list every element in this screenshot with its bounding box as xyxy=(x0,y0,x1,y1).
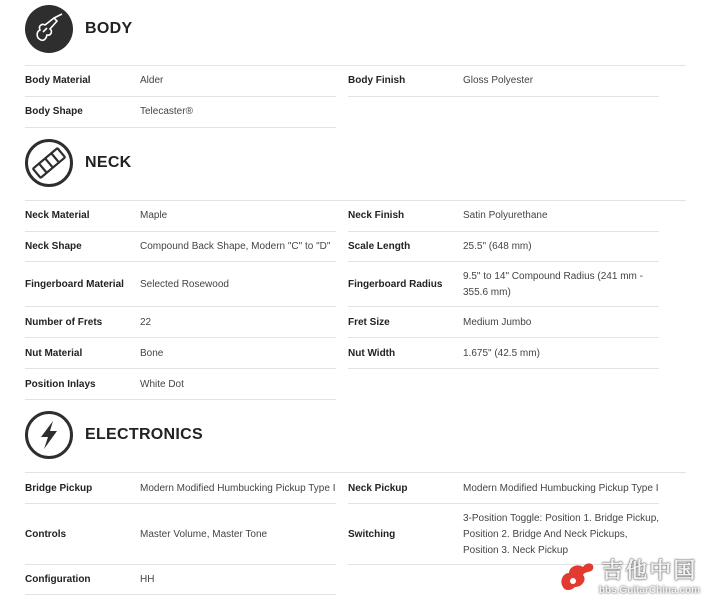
spec-label: Fingerboard Radius xyxy=(348,279,443,290)
electronics-section-title: ELECTRONICS xyxy=(85,426,203,443)
watermark-url: bbs.GuitarChina.com xyxy=(598,585,700,596)
spec-value: Gloss Polyester xyxy=(463,75,534,86)
spec-label: Configuration xyxy=(25,574,91,585)
spec-value: Alder xyxy=(140,75,164,86)
electronics-section-header xyxy=(25,411,203,459)
spec-value: Master Volume, Master Tone xyxy=(140,529,268,540)
spec-label: Number of Frets xyxy=(25,317,103,328)
spec-label: Neck Pickup xyxy=(348,483,408,494)
spec-label: Controls xyxy=(25,529,67,540)
spec-value: Selected Rosewood xyxy=(140,279,229,290)
body-section-title: BODY xyxy=(85,20,133,37)
watermark xyxy=(557,554,700,596)
spec-value: Telecaster® xyxy=(140,106,193,117)
spec-value: White Dot xyxy=(140,379,184,390)
body-section-header xyxy=(25,5,132,53)
spec-label: Scale Length xyxy=(348,241,411,252)
guitar-body-icon xyxy=(25,5,73,53)
spec-value: Satin Polyurethane xyxy=(463,210,548,221)
guitar-logo-icon xyxy=(557,557,597,593)
spec-label: Neck Finish xyxy=(348,210,405,221)
spec-label: Fret Size xyxy=(348,317,390,328)
spec-value: Maple xyxy=(140,210,168,221)
spec-label: Neck Shape xyxy=(25,241,82,252)
spec-label: Body Finish xyxy=(348,75,406,86)
neck-section-header xyxy=(25,139,132,187)
spec-value: 1.675" (42.5 mm) xyxy=(463,348,540,359)
spec-label: Bridge Pickup xyxy=(25,483,93,494)
spec-value: 9.5" to 14" Compound Radius (241 mm - 355.6 mm) xyxy=(463,271,643,298)
spec-label: Switching xyxy=(348,529,396,540)
spec-label: Position Inlays xyxy=(25,379,96,390)
spec-value: 3-Position Toggle: Position 1. Bridge Pickup, Position 2. Bridge And Neck Pickups, Position 3. Neck Pickup xyxy=(463,513,660,556)
watermark-chinese: 吉他中国 xyxy=(601,558,698,583)
spec-value: Modern Modified Humbucking Pickup Type I xyxy=(463,483,659,494)
spec-value: Bone xyxy=(140,348,164,359)
spec-label: Nut Material xyxy=(25,348,83,359)
spec-value: 25.5" (648 mm) xyxy=(463,241,532,252)
spec-label: Fingerboard Material xyxy=(25,279,124,290)
lightning-bolt-icon xyxy=(25,411,73,459)
spec-value: Compound Back Shape, Modern "C" to "D" xyxy=(140,241,331,252)
spec-value: Modern Modified Humbucking Pickup Type I xyxy=(140,483,336,494)
spec-label: Nut Width xyxy=(348,348,396,359)
neck-section-title: NECK xyxy=(85,154,132,171)
spec-label: Body Shape xyxy=(25,106,83,117)
spec-value: Medium Jumbo xyxy=(463,317,532,328)
spec-value: 22 xyxy=(140,317,152,328)
spec-label: Neck Material xyxy=(25,210,90,221)
spec-value: HH xyxy=(140,574,155,585)
guitar-neck-icon xyxy=(25,139,73,187)
spec-label: Body Material xyxy=(25,75,91,86)
